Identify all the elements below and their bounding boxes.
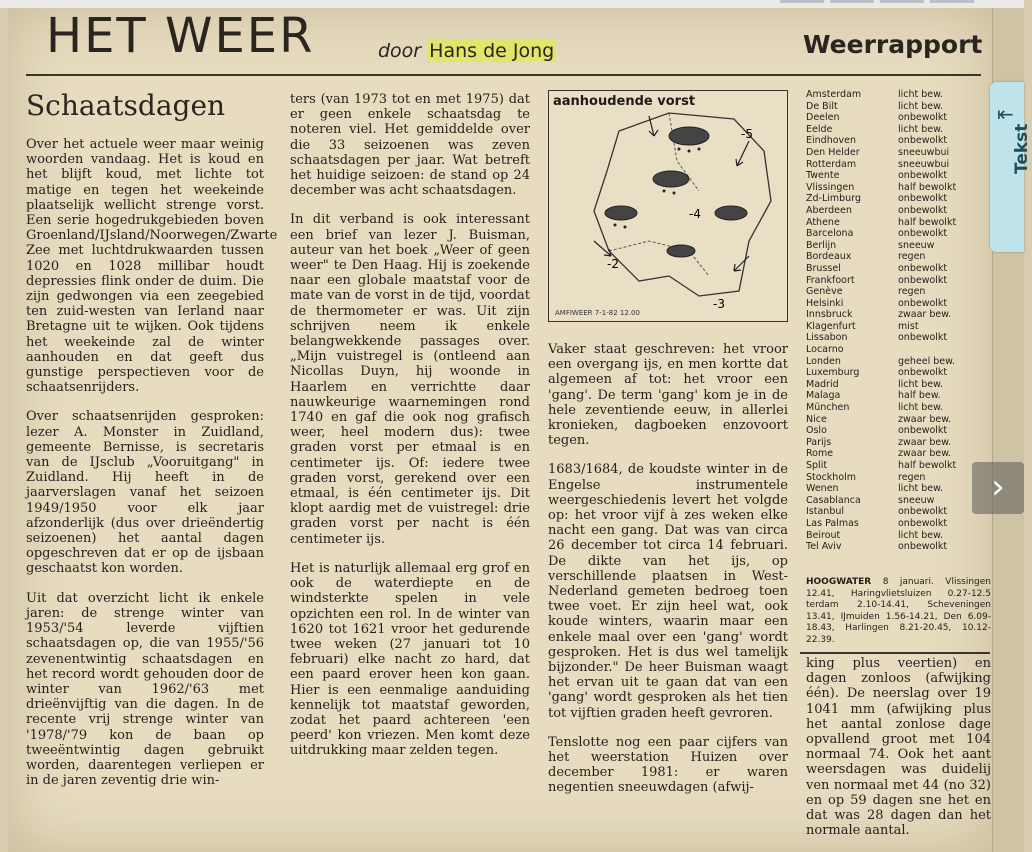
report-condition: half bewolkt	[898, 216, 957, 228]
report-city: Lissabon	[806, 332, 848, 344]
report-city: Wenen	[806, 483, 839, 495]
report-row	[806, 390, 991, 402]
report-condition: onbewolkt	[898, 541, 948, 553]
toolbar-tab[interactable]	[780, 0, 824, 3]
report-condition: licht bew.	[898, 100, 944, 112]
report-condition: onbewolkt	[898, 332, 948, 344]
report-city: Nice	[806, 413, 827, 425]
report-row	[806, 356, 991, 368]
report-city: Klagenfurt	[806, 320, 856, 332]
report-row	[806, 367, 991, 379]
report-row	[806, 472, 991, 484]
report-condition: licht bew.	[898, 378, 944, 390]
paragraph: Tenslotte nog een paar cijfers van het weerstation Huizen over december 1981: er waren negentien sneeuwdagen (afwij-	[548, 734, 788, 796]
report-condition: zwaar bew.	[898, 448, 952, 460]
report-row	[806, 506, 991, 518]
report-condition: zwaar bew.	[898, 309, 952, 321]
report-city: Innsbruck	[806, 309, 853, 321]
report-row	[806, 414, 991, 426]
viewer-top-bar	[0, 0, 1024, 8]
report-condition: zwaar bew.	[898, 436, 952, 448]
report-city: Athene	[806, 216, 840, 228]
paragraph: Uit dat overzicht licht ik enkele jaren: de strenge winter van 1953/'54 leverde vijftien schaatsdagen op, die van 1955/'56 zevenentwintig schaatsdagen en het record wordt gehouden door de winter van 1962/'63 met drieënvijftig van die dagen. In de recente vrij strenge winter van '1978/'79 kon de baan op tweeëntwintig dagen gebruikt worden, daarentegen verliepen er in de jaren zeventig drie win-	[26, 590, 264, 789]
report-city: Beirout	[806, 529, 841, 541]
report-city: Luxemburg	[806, 367, 860, 379]
header-rule	[26, 74, 981, 76]
map-temperature: -4	[689, 207, 701, 221]
report-row	[806, 518, 991, 530]
report-condition: geheel bew.	[898, 355, 956, 367]
report-row	[806, 228, 991, 240]
report-city: Berlijn	[806, 239, 837, 251]
report-condition: licht bew.	[898, 402, 944, 414]
report-city: Twente	[806, 170, 840, 182]
toolbar-tab[interactable]	[930, 0, 974, 3]
report-city: Londen	[806, 355, 841, 367]
report-row	[806, 263, 991, 275]
author-name: Hans de Jong	[429, 40, 555, 62]
section-title: HET WEER	[46, 8, 315, 64]
high-water-label: HOOGWATER	[806, 577, 872, 587]
report-city: Locarno	[806, 344, 844, 356]
report-condition: regen	[898, 251, 926, 263]
report-condition: onbewolkt	[898, 297, 948, 309]
report-condition: onbewolkt	[898, 274, 948, 286]
report-row	[806, 332, 991, 344]
map-temperature: -3	[713, 297, 725, 311]
paragraph: Over schaatsenrijden gesproken: lezer A. Monster in Zuidland, gemeente Bernisse, is secretaris van de IJsclub „Vooruitgang" in Zuidland. Hij heeft in de jaarverslagen vanaf het seizoen 1949/1950 voor elk jaar afzonderlijk (dus over drieëndertig seizoenen) het aantal dagen opgeschreven dat er op de ijsbaan geschaatst kon worden.	[26, 409, 264, 577]
report-row	[806, 379, 991, 391]
report-condition: half bewolkt	[898, 181, 957, 193]
report-condition: onbewolkt	[898, 367, 948, 379]
report-row	[806, 541, 991, 553]
high-water-text: 8 januari. Vlissingen 12.41, Haringvlietsluizen 0.27-12.5 terdam 2.10-14.41, Scheveningen 13.41, IJmuiden 1.56-14.21, Den 6.09-18.43, Harlingen 8.21-20.45, 10.12-22.39.	[806, 577, 991, 645]
report-city: Bordeaux	[806, 251, 852, 263]
report-condition: sneeuw	[898, 494, 935, 506]
report-row	[806, 321, 991, 333]
report-city: Amsterdam	[806, 89, 862, 100]
report-row	[806, 448, 991, 460]
report-row	[806, 112, 991, 124]
byline-prefix: door	[378, 40, 422, 62]
report-city: Zd-Limburg	[806, 193, 861, 205]
report-city: Den Helder	[806, 146, 860, 158]
report-city: Frankfoort	[806, 274, 855, 286]
collapse-arrow-icon[interactable]: ⇤	[997, 102, 1014, 126]
report-city: Las Palmas	[806, 517, 859, 529]
paragraph: 1683/1684, de koudste winter in de Engelse instrumentele weergeschiedenis levert het volgde op: het vroor vijf à zes weken elke nacht een gang. Dat was van circa 26 december tot circa 14 februari. De dikte van het ijs, op verschillende plaatsen in West-Nederland gemeten bedroeg toen twee voet. Er zijn heel wat, ook koude winters, waarin maar een enkele maal over een 'gang' wordt gesproken. Het is dus wel tamelijk bijzonder." De heer Buisman waagt het ervan uit te gaan dat van een 'gang' wordt gesproken als het tien tot vijftien graden heeft gevroren.	[548, 462, 788, 721]
report-condition: sneeuwbui	[898, 146, 950, 158]
report-row	[806, 135, 991, 147]
report-city: Split	[806, 460, 828, 471]
report-row	[806, 286, 991, 298]
paragraph: Het is naturlijk allemaal erg grof en ook de waterdiepte en de windsterkte spelen in vele opzichten een rol. In de winter van 1620 tot 1621 vroor het gedurende twee weken (27 januari tot 10 februari) elke nacht zo hard, dat een paard erover heen kon gaan. Hier is een eenmalige aanduiding kennelijk tot maatstaf geworden, zodat het paard achtereen 'een peerd' kon vriezen. Men komt deze uitdrukking maar zelden tegen.	[290, 560, 530, 759]
text-panel-label: Tekst	[1012, 123, 1032, 174]
weather-map-drawing	[549, 91, 787, 321]
report-condition: onbewolkt	[898, 135, 948, 147]
report-condition: licht bew.	[898, 89, 944, 100]
report-city: Helsinki	[806, 297, 844, 309]
report-row	[806, 89, 991, 101]
report-city: Brussel	[806, 262, 841, 274]
map-footer: AMFIWEER 7-1-82 12.00	[555, 309, 640, 317]
weather-report-table	[806, 89, 991, 553]
report-condition: onbewolkt	[898, 193, 948, 205]
report-condition: licht bew.	[898, 123, 944, 135]
weerrapport-heading: Weerrapport	[803, 30, 983, 59]
report-city: Aberdeen	[806, 204, 852, 216]
report-city: Stockholm	[806, 471, 857, 483]
report-condition: zwaar bew.	[898, 413, 952, 425]
column-rule	[800, 652, 990, 654]
report-condition: licht bew.	[898, 483, 944, 495]
report-city: Istanbul	[806, 506, 845, 518]
toolbar-tab[interactable]	[830, 0, 874, 3]
report-row	[806, 147, 991, 159]
report-condition: half bewolkt	[898, 460, 957, 471]
article-headline: Schaatsdagen	[26, 89, 226, 122]
report-row	[806, 437, 991, 449]
chevron-right-icon: ›	[991, 467, 1005, 507]
paragraph: king plus veertien) en dagen zonloos (afwijking één). De neerslag over 19 1041 mm (afwijking plus het aantal zonlose dage opvallend groot met 104 normaal 74. Ook het aant weersdagen was duidelij ven normaal met 44 (no 32) en op 59 dagen sne het en dat was 28 dagen dan het normale aantal.	[806, 656, 991, 839]
report-condition: onbewolkt	[898, 112, 948, 124]
report-city: Rotterdam	[806, 158, 857, 170]
report-city: Rome	[806, 448, 834, 460]
report-condition: onbewolkt	[898, 170, 948, 182]
report-row	[806, 182, 991, 194]
paragraph: Vaker staat geschreven: het vroor een overgang ijs, en men kortte dat algemeen af tot: het vroor een 'gang'. De term 'gang' kom je in de hele zeventiende eeuw, in allerlei kronieken, dagboeken enzovoort tegen.	[548, 342, 788, 449]
high-water-notice	[806, 577, 991, 646]
paragraph: ters (van 1973 tot en met 1975) dat er geen enkele schaatsdag te noteren viel. Het gemiddelde over die 33 seizoenen was zeven schaatsdagen per jaar. Wat betreft het huidige seizoen: de stand op 24 december was acht schaatsdagen.	[290, 92, 530, 199]
report-row	[806, 240, 991, 252]
article-column-1	[26, 137, 278, 802]
weather-map	[548, 90, 788, 322]
report-condition: onbewolkt	[898, 204, 948, 216]
report-city: Parijs	[806, 436, 832, 448]
report-city: De Bilt	[806, 100, 838, 112]
report-condition: licht bew.	[898, 529, 944, 541]
report-row	[806, 298, 991, 310]
map-title: aanhoudende vorst	[553, 94, 696, 109]
map-temperature: -5	[741, 127, 753, 141]
report-row	[806, 495, 991, 507]
report-condition: regen	[898, 471, 926, 483]
report-city: Genève	[806, 286, 843, 298]
report-row	[806, 217, 991, 229]
report-row	[806, 530, 991, 542]
report-city: Deelen	[806, 112, 840, 124]
report-city: Tel Aviv	[806, 541, 842, 553]
report-condition: sneeuwbui	[898, 158, 950, 170]
paragraph: Over het actuele weer maar weinig woorden vandaag. Het is koud en het blijft koud, met lichte tot matige en tegen het weekeinde plaatselijk wellicht strenge vorst. Een serie hogedrukgebieden boven Groenland/IJsland/Noorwegen/Zwarte Zee met luchtdrukwaarden tussen 1020 en 1028 millibar houdt depressies flink onder de duim. Die zijn gedwongen via een zeegebied ten zuid-westen van Ierland naar Bretagne uit te wijken. Ook tijdens het weekeinde zal de winter aanhouden en dat geeft dus gunstige perspectieven voor de schaatsenrijders.	[26, 137, 278, 396]
report-row	[806, 483, 991, 495]
map-temperature: -2	[607, 257, 619, 271]
report-row	[806, 193, 991, 205]
text-panel-tab[interactable]	[990, 82, 1032, 252]
report-row	[806, 101, 991, 113]
report-row	[806, 205, 991, 217]
report-row	[806, 460, 991, 472]
report-condition: onbewolkt	[898, 262, 948, 274]
report-row	[806, 251, 991, 263]
report-row	[806, 159, 991, 171]
report-row	[806, 124, 991, 136]
report-row	[806, 170, 991, 182]
report-condition: regen	[898, 286, 926, 298]
report-city: Oslo	[806, 425, 827, 437]
report-city: Vlissingen	[806, 181, 855, 193]
report-city: Madrid	[806, 378, 839, 390]
report-condition: onbewolkt	[898, 425, 948, 437]
report-condition: sneeuw	[898, 239, 935, 251]
report-row	[806, 344, 991, 356]
report-condition: half bew.	[898, 390, 941, 402]
report-row	[806, 402, 991, 414]
report-condition: onbewolkt	[898, 506, 948, 518]
toolbar-tab[interactable]	[880, 0, 924, 3]
paragraph: In dit verband is ook interessant een brief van lezer J. Buisman, auteur van het boek „Weer of geen weer" te Den Haag. Hij is zoekende naar een globale maatstaf voor de mate van de vorst in de tijd, voordat de thermometer er was. Uit zijn schrijven neem ik enkele belangwekkende passages over. „Mijn vuistregel is (ontleend aan Nicollas Duyn, hij woonde in Haarlem en verrichtte daar nauwkeurige waarnemingen rond 1740 en gaf die ook nog grafisch weer, heel modern dus): twee graden vorst per etmaal is en centimeter ijs. Of: iedere twee graden vorst, gerekend over een etmaal, is één centimeter ijs. Dit klopt aardig met de vuistregel: drie graden vorst per nacht is één centimeter ijs.	[290, 212, 530, 547]
report-city: Eelde	[806, 123, 833, 135]
article-column-2	[290, 92, 530, 773]
report-city: Casablanca	[806, 494, 861, 506]
report-condition: onbewolkt	[898, 517, 948, 529]
article-column-3	[548, 342, 788, 810]
report-row	[806, 309, 991, 321]
byline	[378, 40, 556, 62]
report-row	[806, 275, 991, 287]
report-condition: onbewolkt	[898, 228, 948, 240]
report-condition: mist	[898, 320, 919, 332]
article-column-4	[806, 656, 991, 852]
report-city: Malaga	[806, 390, 841, 402]
report-city: Barcelona	[806, 228, 854, 240]
next-page-button[interactable]	[972, 462, 1024, 514]
report-city: München	[806, 402, 850, 414]
report-city: Eindhoven	[806, 135, 857, 147]
report-row	[806, 425, 991, 437]
